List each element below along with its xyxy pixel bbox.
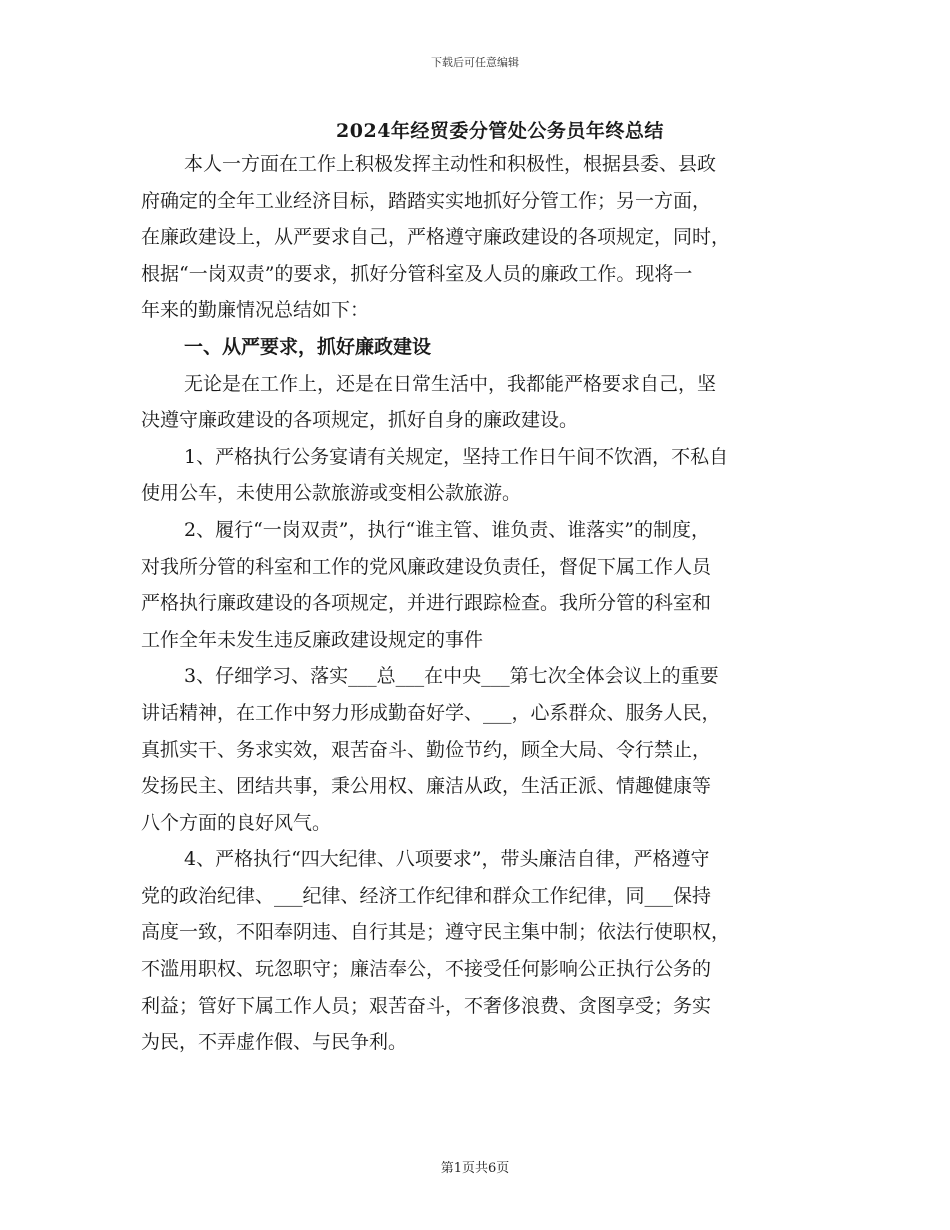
text-line: 党的政治纪律、___纪律、经济工作纪律和群众工作纪律，同___保持 [141, 884, 712, 907]
document-title: 2024年经贸委分管处公务员年终总结 [336, 120, 664, 142]
text-line: 本人一方面在工作上积极发挥主动性和积极性，根据县委、县政 [184, 153, 717, 175]
text-line: 讲话精神，在工作中努力形成勤奋好学、___，心系群众、服务人民， [141, 701, 721, 724]
text-line: 2、履行“一岗双责”，执行“谁主管、谁负责、谁落实”的制度， [184, 518, 710, 541]
header-note: 下载后可任意编辑 [431, 56, 519, 69]
text-line: 对我所分管的科室和工作的党风廉政建设负责任，督促下属工作人员 [141, 555, 712, 578]
section-heading: 一、从严要求，抓好廉政建设 [184, 335, 432, 358]
text-line: 1、严格执行公务宴请有关规定，坚持工作日午间不饮酒，不私自 [184, 445, 729, 468]
text-line: 使用公车，未使用公款旅游或变相公款旅游。 [141, 482, 522, 505]
text-line: 年来的勤廉情况总结如下： [141, 299, 370, 322]
text-line: 在廉政建设上，从严要求自己，严格遵守廉政建设的各项规定，同时， [141, 226, 731, 249]
document-body [141, 146, 831, 1061]
text-line: 高度一致，不阳奉阴违、自行其是；遵守民主集中制；依法行使职权， [141, 921, 731, 944]
page-number-footer: 第1页共6页 [440, 1161, 510, 1176]
text-line: 无论是在工作上，还是在日常生活中，我都能严格要求自己，坚 [184, 372, 717, 395]
text-line: 不滥用职权、玩忽职守；廉洁奉公，不接受任何影响公正执行公务的 [141, 958, 712, 981]
text-line: 4、严格执行“四大纪律、八项要求”，带头廉洁自律，严格遵守 [184, 848, 710, 871]
text-line: 严格执行廉政建设的各项规定，并进行跟踪检查。我所分管的科室和 [141, 592, 712, 615]
text-line: 3、仔细学习、落实___总___在中央___第七次全体会议上的重要 [184, 665, 719, 688]
text-line: 为民，不弄虚作假、与民争利。 [141, 1031, 408, 1054]
text-line: 决遵守廉政建设的各项规定，抓好自身的廉政建设。 [141, 409, 579, 432]
text-line: 工作全年未发生违反廉政建设规定的事件 [141, 628, 484, 651]
text-line: 真抓实干、务求实效，艰苦奋斗、勤俭节约，顾全大局、令行禁止， [141, 738, 712, 761]
text-line: 府确定的全年工业经济目标，踏踏实实地抓好分管工作；另一方面， [141, 189, 712, 212]
text-line: 利益；管好下属工作人员；艰苦奋斗，不奢侈浪费、贪图享受；务实 [141, 994, 712, 1017]
text-line: 发扬民主、团结共事，秉公用权、廉洁从政，生活正派、情趣健康等 [141, 775, 712, 798]
text-line: 根据“一岗双责”的要求，抓好分管科室及人员的廉政工作。现将一 [141, 262, 693, 285]
text-line: 八个方面的良好风气。 [141, 811, 332, 834]
